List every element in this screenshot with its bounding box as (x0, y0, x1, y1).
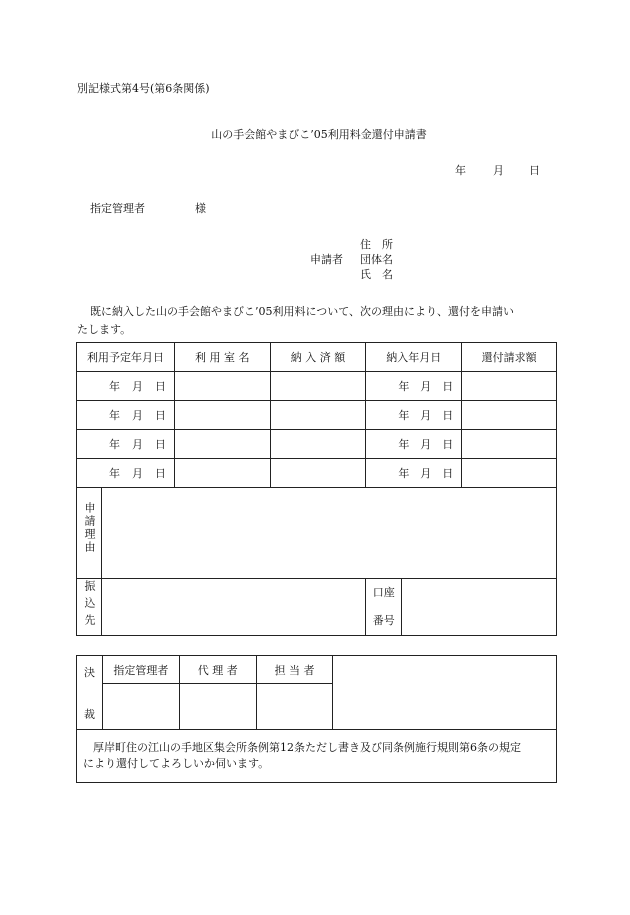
header-refund-amount: 還付請求額 (462, 343, 557, 372)
refund-amount-cell[interactable] (462, 372, 557, 401)
year-label: 年 (109, 409, 120, 422)
addressee-honorific: 様 (195, 202, 206, 215)
transfer-label-cell (77, 579, 102, 636)
approval-note-line2: により還付してよろしいか伺います。 (83, 757, 270, 770)
payment-date-cell[interactable] (366, 372, 462, 401)
approver-deputy-header: 代 理 者 (179, 656, 256, 684)
year-label: 年 (109, 467, 120, 480)
paid-amount-cell[interactable] (270, 459, 366, 488)
room-name-cell[interactable] (174, 401, 270, 430)
addressee-label: 指定管理者 (90, 202, 145, 215)
header-scheduled-date: 利用予定年月日 (77, 343, 175, 372)
payment-date-cell[interactable] (366, 459, 462, 488)
room-name-cell[interactable] (174, 430, 270, 459)
month-label: 月 (131, 467, 143, 480)
table-header-row (77, 343, 557, 372)
day-label: 日 (154, 467, 166, 480)
paid-amount-cell[interactable] (270, 430, 366, 459)
reason-row (77, 488, 557, 579)
header-payment-date: 納入年月日 (366, 343, 462, 372)
approver-staff-seal[interactable] (256, 684, 333, 730)
table-row (77, 459, 557, 488)
month-label: 月 (131, 380, 143, 393)
scheduled-date-cell[interactable] (77, 430, 175, 459)
year-label: 年 (398, 438, 410, 451)
document-title: 山の手会館やまびこ’05利用料金還付申請書 (211, 128, 427, 141)
transfer-label: 振込先 (82, 580, 96, 631)
table-row (77, 401, 557, 430)
month-label: 月 (131, 409, 143, 422)
applicant-name-label: 氏 名 (360, 268, 393, 281)
day-label: 日 (154, 438, 166, 451)
date-year-label: 年 (455, 164, 466, 177)
body-text-line2: たします。 (77, 323, 132, 336)
transfer-destination-field[interactable] (101, 579, 365, 636)
day-label: 日 (442, 438, 454, 451)
refund-table (76, 342, 557, 636)
account-number-field[interactable] (402, 579, 557, 636)
year-label: 年 (398, 467, 410, 480)
year-label: 年 (109, 380, 120, 393)
approval-blank-area (333, 656, 557, 730)
month-label: 月 (131, 438, 143, 451)
month-label: 月 (420, 380, 432, 393)
refund-amount-cell[interactable] (462, 401, 557, 430)
applicant-label: 申請者 (310, 253, 343, 266)
header-room-name: 利 用 室 名 (174, 343, 270, 372)
approver-deputy-seal[interactable] (179, 684, 256, 730)
paid-amount-cell[interactable] (270, 372, 366, 401)
approval-table (76, 655, 557, 783)
day-label: 日 (442, 380, 454, 393)
approver-designated-manager-seal[interactable] (102, 684, 179, 730)
transfer-row (77, 579, 557, 636)
refund-amount-cell[interactable] (462, 430, 557, 459)
room-name-cell[interactable] (174, 372, 270, 401)
approver-staff-header: 担 当 者 (256, 656, 333, 684)
approval-label-sai: 裁 (83, 708, 95, 721)
day-label: 日 (154, 380, 166, 393)
reason-label: 申請理由 (82, 502, 96, 554)
approval-note-cell (77, 730, 557, 783)
payment-date-cell[interactable] (366, 401, 462, 430)
scheduled-date-cell[interactable] (77, 401, 175, 430)
account-label-2: 番号 (372, 614, 395, 627)
table-row (77, 430, 557, 459)
year-label: 年 (109, 438, 120, 451)
header-paid-amount: 納 入 済 額 (270, 343, 366, 372)
month-label: 月 (420, 409, 432, 422)
applicant-address-label: 住 所 (360, 238, 393, 251)
month-label: 月 (420, 467, 432, 480)
day-label: 日 (442, 409, 454, 422)
approver-designated-manager-header: 指定管理者 (102, 656, 179, 684)
scheduled-date-cell[interactable] (77, 459, 175, 488)
applicant-group-label: 団体名 (360, 253, 393, 266)
reason-label-cell (77, 488, 102, 579)
account-label-1: 口座 (372, 586, 395, 599)
approval-note-line1: 厚岸町住の江山の手地区集会所条例第12条ただし書き及び同条例施行規則第6条の規定 (93, 741, 521, 754)
form-number-label: 別記様式第4号(第6条関係) (77, 82, 210, 95)
room-name-cell[interactable] (174, 459, 270, 488)
scheduled-date-cell[interactable] (77, 372, 175, 401)
account-number-label-cell (366, 579, 402, 636)
year-label: 年 (398, 409, 410, 422)
body-text-line1: 既に納入した山の手会館やまびこ’05利用料について、次の理由により、還付を申請い (90, 305, 515, 318)
payment-date-cell[interactable] (366, 430, 462, 459)
refund-amount-cell[interactable] (462, 459, 557, 488)
day-label: 日 (154, 409, 166, 422)
day-label: 日 (442, 467, 454, 480)
date-day-label: 日 (529, 164, 540, 177)
date-month-label: 月 (493, 164, 504, 177)
table-row (77, 372, 557, 401)
year-label: 年 (398, 380, 410, 393)
month-label: 月 (420, 438, 432, 451)
approval-label-ketsu: 決 (83, 666, 95, 679)
reason-field[interactable] (101, 488, 556, 579)
approval-label-cell (77, 656, 103, 730)
paid-amount-cell[interactable] (270, 401, 366, 430)
